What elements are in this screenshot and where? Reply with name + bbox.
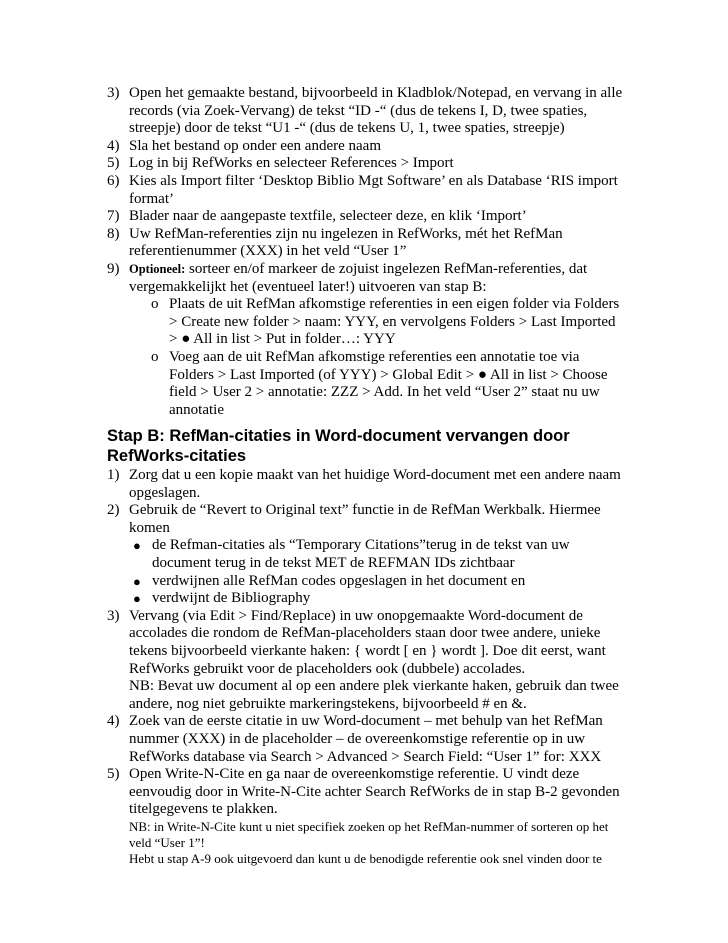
bullet-item xyxy=(107,537,627,572)
sub-item-text: Voeg aan de uit RefMan afkomstige referenties een annotatie toe via Folders > Last Imported (of YYY) > Global Edit > ● All in list > Choose field > User 2 > annotatie: ZZZ > Add. In het veld “User 2” staat nu uw annotatie xyxy=(169,348,608,418)
item-text: Blader naar de aangepaste textfile, selecteer deze, en klik ‘Import’ xyxy=(129,208,527,225)
list-item xyxy=(107,713,627,766)
item-text: Uw RefMan-referenties zijn nu ingelezen in RefWorks, mét het RefMan referentienummer (XXX) in het veld “User 1” xyxy=(129,225,563,260)
item-note: NB: Bevat uw document al op een andere plek vierkante haken, gebruik dan twee andere, nog niet gebruikte markeringstekens, bijvoorbeeld # en &. xyxy=(129,678,619,712)
bullet-text: verdwijnt de Bibliography xyxy=(152,590,311,607)
item-number: 5) xyxy=(107,766,120,783)
bullet-item xyxy=(107,573,627,591)
item-text: Sla het bestand op onder een andere naam xyxy=(129,137,381,154)
step-b-list xyxy=(107,467,627,867)
list-item xyxy=(107,226,627,261)
step-a-list xyxy=(107,85,627,419)
circle-bullet-icon: o xyxy=(151,348,159,365)
list-item xyxy=(107,502,627,537)
bullet-item xyxy=(107,590,627,608)
item-number: 4) xyxy=(107,713,120,730)
item-text: Gebruik de “Revert to Original text” functie in de RefMan Werkbalk. Hiermee komen xyxy=(129,502,601,536)
sub-item xyxy=(107,296,627,349)
list-item xyxy=(107,173,627,208)
item-text: Kies als Import filter ‘Desktop Biblio Mgt Software’ en als Database ‘RIS import format’ xyxy=(129,172,618,207)
item-number: 8) xyxy=(107,225,120,242)
sub-item xyxy=(107,349,627,419)
bullet-icon: ● xyxy=(133,538,141,554)
item-number: 5) xyxy=(107,155,120,172)
bullet-text: de Refman-citaties als “Temporary Citations”terug in de tekst van uw document terug in de tekst MET de REFMAN IDs zichtbaar xyxy=(152,537,570,571)
item-text: Vervang (via Edit > Find/Replace) in uw onopgemaakte Word-document de accolades die rondom de RefMan-placeholders staan door twee andere, unieke tekens bijvoorbeeld vierkante haken: { wordt [ en } wordt ]. Doe dit eerst, want RefWorks gebruikt voor de placeholders ook (dubbele) accolades. xyxy=(129,607,606,677)
list-item xyxy=(107,155,627,173)
item-note: NB: in Write-N-Cite kunt u niet specifiek zoeken op het RefMan-nummer of sorteren op het veld “User 1”! xyxy=(129,818,609,850)
list-item xyxy=(107,467,627,502)
item-number: 4) xyxy=(107,137,120,154)
item-number: 9) xyxy=(107,260,120,277)
list-item xyxy=(107,85,627,138)
optional-label: Optioneel: xyxy=(129,261,186,276)
item-number: 1) xyxy=(107,467,120,483)
item-text: Log in bij RefWorks en selecteer References > Import xyxy=(129,155,454,172)
item-number: 3) xyxy=(107,607,120,624)
bullet-icon: ● xyxy=(133,591,141,607)
item-text: Zoek van de eerste citatie in uw Word-document – met behulp van het RefMan nummer (XXX) in de placeholder – de overeenkomstige referentie op in uw RefWorks database via Search > Advanced > Search Field: “User 1” for: XXX xyxy=(129,713,603,765)
bullet-icon: ● xyxy=(133,573,141,589)
list-item xyxy=(107,208,627,226)
item-text: Open het gemaakte bestand, bijvoorbeeld in Kladblok/Notepad, en vervang in alle records (via Zoek-Vervang) de tekst “ID -“ (dus de tekens I, D, twee spaties, streepje) door de tekst “U1 -“ (dus de tekens U, 1, twee spaties, streepje) xyxy=(129,85,623,137)
item-number: 7) xyxy=(107,208,120,225)
sub-item-text: Plaats de uit RefMan afkomstige referenties in een eigen folder via Folders > Create new folder > naam: YYY, en vervolgens Folders > Last Imported > ● All in list > Put in folder…: YYY xyxy=(169,296,620,348)
item-text: Zorg dat u een kopie maakt van het huidige Word-document met een andere naam opgeslagen. xyxy=(129,467,621,501)
list-item xyxy=(107,766,627,867)
bullet-text: verdwijnen alle RefMan codes opgeslagen in het document en xyxy=(152,572,526,589)
circle-bullet-icon: o xyxy=(151,296,159,313)
item-number: 3) xyxy=(107,85,120,101)
item-number: 2) xyxy=(107,502,120,519)
list-item xyxy=(107,261,627,296)
list-item xyxy=(107,608,627,714)
list-item xyxy=(107,138,627,156)
item-number: 6) xyxy=(107,172,120,189)
item-text: Open Write-N-Cite en ga naar de overeenkomstige referentie. U vindt deze eenvoudig door in Write-N-Cite achter Search RefWorks de in stap B-2 gevonden titelgegevens te plakken. xyxy=(129,766,620,818)
section-heading: Stap B: RefMan-citaties in Word-document vervangen door RefWorks-citaties xyxy=(107,427,570,465)
item-note: Hebt u stap A-9 ook uitgevoerd dan kunt u de benodigde referentie ook snel vinden door te xyxy=(129,850,602,866)
item-text: sorteer en/of markeer de zojuist ingelezen RefMan-referenties, dat vergemakkelijkt het (eventueel later!) uitvoeren van stap B: xyxy=(129,260,588,295)
